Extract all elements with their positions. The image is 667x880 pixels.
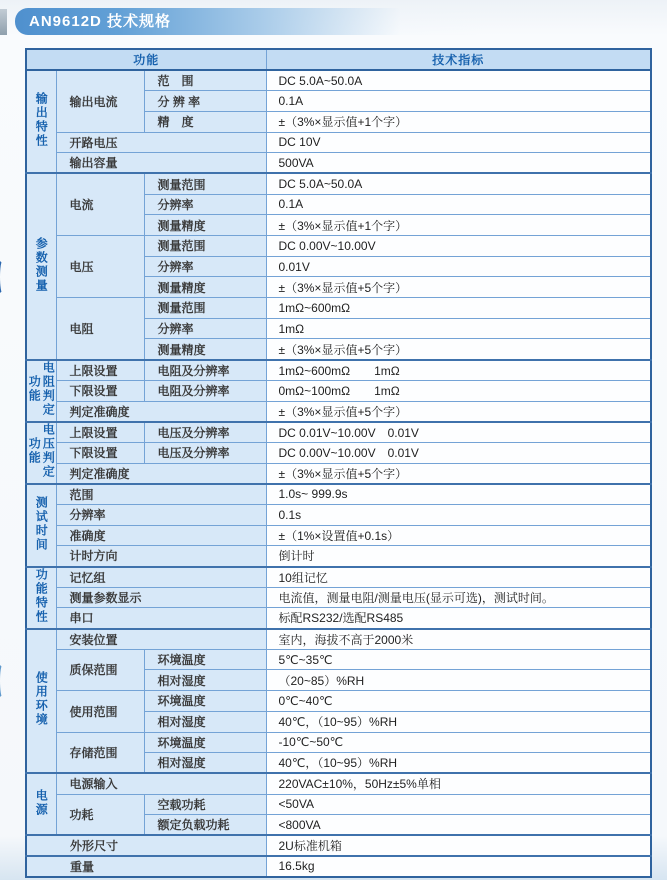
spec-label-cell: 安装位置 bbox=[56, 629, 266, 650]
spec-value-cell: 2U标准机箱 bbox=[266, 835, 651, 856]
spec-sublabel-cell: 电压及分辨率 bbox=[144, 422, 266, 443]
label-dimensions: 外形尺寸 bbox=[26, 835, 266, 856]
page-title: AN9612D 技术规格 bbox=[15, 8, 485, 35]
vertical-group-label bbox=[27, 423, 55, 479]
group-voltage-judgment bbox=[26, 422, 56, 484]
spec-value-cell: 5℃~35℃ bbox=[266, 649, 651, 670]
table-row bbox=[26, 856, 651, 877]
table-row bbox=[26, 649, 651, 670]
label-weight: 重量 bbox=[26, 856, 266, 877]
spec-sublabel-cell: 分辨率 bbox=[144, 318, 266, 339]
table-row bbox=[26, 546, 651, 567]
spec-value-cell: 室内，海拔不高于2000米 bbox=[266, 629, 651, 650]
group-parameter-measurement bbox=[26, 173, 56, 359]
group-resistance-judgment bbox=[26, 360, 56, 422]
spec-value-cell: 1.0s~ 999.9s bbox=[266, 484, 651, 505]
spec-value-cell: 0.1A bbox=[266, 194, 651, 215]
column-header-spec: 技术指标 bbox=[266, 49, 651, 70]
spec-value-cell: 1mΩ~600mΩ bbox=[266, 298, 651, 319]
table-row bbox=[26, 773, 651, 794]
spec-sublabel-cell: 测量精度 bbox=[144, 215, 266, 236]
spec-sublabel-cell: 范 围 bbox=[144, 70, 266, 91]
spec-value-cell: DC 5.0A~50.0A bbox=[266, 173, 651, 194]
table-row bbox=[26, 463, 651, 484]
spec-value-cell: ±（3%×显示值+5个字） bbox=[266, 277, 651, 298]
table-row bbox=[26, 401, 651, 422]
spec-value-cell: DC 5.0A~50.0A bbox=[266, 70, 651, 91]
column-header-function: 功能 bbox=[26, 49, 266, 70]
spec-sublabel-cell: 电阻及分辨率 bbox=[144, 380, 266, 401]
spec-value-cell: ±（3%×显示值+5个字） bbox=[266, 401, 651, 422]
table-row bbox=[26, 587, 651, 608]
spec-label-cell: 串口 bbox=[56, 608, 266, 629]
spec-sublabel-cell: 空载功耗 bbox=[144, 794, 266, 815]
spec-value-cell: 0.01V bbox=[266, 256, 651, 277]
vertical-label-line: 功能 bbox=[27, 437, 42, 466]
spec-value-cell: 40℃，（10~95）%RH bbox=[266, 711, 651, 732]
spec-label-cell: 下限设置 bbox=[56, 442, 144, 463]
table-row bbox=[26, 70, 651, 91]
table-row bbox=[26, 835, 651, 856]
spec-value-cell: 0℃~40℃ bbox=[266, 691, 651, 712]
table-header-row bbox=[26, 49, 651, 70]
spec-sublabel-cell: 分 辨 率 bbox=[144, 91, 266, 112]
vertical-label-line: 电阻判定 bbox=[41, 361, 56, 418]
spec-value-cell: 0.1s bbox=[266, 504, 651, 525]
spec-value-cell: <800VA bbox=[266, 815, 651, 836]
table-row bbox=[26, 525, 651, 546]
table-row bbox=[26, 132, 651, 153]
table-row bbox=[26, 732, 651, 753]
table-row bbox=[26, 173, 651, 194]
table-row bbox=[26, 298, 651, 319]
spec-value-cell: -10℃~50℃ bbox=[266, 732, 651, 753]
spec-sublabel-cell: 测量范围 bbox=[144, 173, 266, 194]
spec-value-cell: ±（3%×显示值+1个字） bbox=[266, 215, 651, 236]
spec-table bbox=[25, 48, 652, 878]
spec-label-cell: 范围 bbox=[56, 484, 266, 505]
spec-value-cell: 0mΩ~100mΩ 1mΩ bbox=[266, 380, 651, 401]
vertical-label-line: 参数测量 bbox=[34, 237, 49, 294]
group-operating-environment bbox=[26, 629, 56, 774]
spec-label-cell: 下限设置 bbox=[56, 380, 144, 401]
spec-value-cell: 1mΩ bbox=[266, 318, 651, 339]
spec-label-cell: 存储范围 bbox=[56, 732, 144, 773]
spec-sublabel-cell: 分辨率 bbox=[144, 256, 266, 277]
spec-sublabel-cell: 环境温度 bbox=[144, 649, 266, 670]
spec-label-cell: 记忆组 bbox=[56, 567, 266, 588]
spec-sublabel-cell: 精 度 bbox=[144, 111, 266, 132]
vertical-group-label bbox=[34, 92, 48, 148]
table-row bbox=[26, 380, 651, 401]
group-test-time bbox=[26, 484, 56, 567]
table-row bbox=[26, 153, 651, 174]
decorative-crescent-top bbox=[0, 255, 11, 299]
spec-label-cell: 输出电流 bbox=[56, 70, 144, 132]
vertical-group-label bbox=[27, 361, 55, 417]
spec-value-cell: 40℃，（10~95）%RH bbox=[266, 753, 651, 774]
spec-label-cell: 使用范围 bbox=[56, 691, 144, 732]
spec-sublabel-cell: 额定负载功耗 bbox=[144, 815, 266, 836]
spec-value-cell: ±（3%×显示值+1个字） bbox=[266, 111, 651, 132]
spec-sublabel-cell: 电压及分辨率 bbox=[144, 442, 266, 463]
table-row bbox=[26, 691, 651, 712]
vertical-group-label bbox=[34, 237, 48, 293]
spec-label-cell: 判定准确度 bbox=[56, 463, 266, 484]
spec-value-cell: DC 0.01V~10.00V 0.01V bbox=[266, 422, 651, 443]
spec-label-cell: 电阻 bbox=[56, 298, 144, 360]
spec-value-cell: ±（3%×显示值+5个字） bbox=[266, 339, 651, 360]
vertical-group-label bbox=[34, 671, 48, 727]
spec-value-cell: 10组记忆 bbox=[266, 567, 651, 588]
vertical-group-label bbox=[34, 568, 48, 624]
spec-sublabel-cell: 环境温度 bbox=[144, 691, 266, 712]
vertical-label-line: 电压判定 bbox=[41, 423, 56, 480]
table-row bbox=[26, 567, 651, 588]
spec-value-cell: 500VA bbox=[266, 153, 651, 174]
decorative-crescent-bottom bbox=[0, 659, 11, 703]
table-row bbox=[26, 422, 651, 443]
spec-label-cell: 测量参数显示 bbox=[56, 587, 266, 608]
spec-table-body bbox=[26, 70, 651, 877]
spec-label-cell: 电流 bbox=[56, 173, 144, 235]
table-row bbox=[26, 360, 651, 381]
spec-label-cell: 电压 bbox=[56, 236, 144, 298]
table-row bbox=[26, 442, 651, 463]
spec-sublabel-cell: 分辨率 bbox=[144, 194, 266, 215]
vertical-label-line: 功能特性 bbox=[34, 568, 49, 625]
table-row bbox=[26, 629, 651, 650]
spec-sublabel-cell: 相对湿度 bbox=[144, 753, 266, 774]
spec-value-cell: 1mΩ~600mΩ 1mΩ bbox=[266, 360, 651, 381]
vertical-group-label bbox=[34, 789, 48, 817]
spec-value-cell: DC 10V bbox=[266, 132, 651, 153]
vertical-label-line: 输出特性 bbox=[34, 92, 49, 149]
vertical-label-line: 测试时间 bbox=[34, 495, 49, 552]
spec-value-cell: DC 0.00V~10.00V 0.01V bbox=[266, 442, 651, 463]
spec-sublabel-cell: 相对湿度 bbox=[144, 711, 266, 732]
spec-label-cell: 开路电压 bbox=[56, 132, 266, 153]
spec-value-cell: ±（1%×设置值+0.1s） bbox=[266, 525, 651, 546]
table-row bbox=[26, 794, 651, 815]
spec-value-cell: ±（3%×显示值+5个字） bbox=[266, 463, 651, 484]
spec-sublabel-cell: 电阻及分辨率 bbox=[144, 360, 266, 381]
group-output-characteristics bbox=[26, 70, 56, 173]
table-row bbox=[26, 236, 651, 257]
group-power bbox=[26, 773, 56, 835]
group-function-features bbox=[26, 567, 56, 629]
spec-value-cell: 220VAC±10%，50Hz±5%单相 bbox=[266, 773, 651, 794]
spec-label-cell: 功耗 bbox=[56, 794, 144, 835]
spec-label-cell: 上限设置 bbox=[56, 360, 144, 381]
spec-value-cell: 倒计时 bbox=[266, 546, 651, 567]
spec-label-cell: 质保范围 bbox=[56, 649, 144, 690]
spec-value-cell: 电流值，测量电阻/测量电压(显示可选)，测试时间。 bbox=[266, 587, 651, 608]
vertical-group-label bbox=[34, 496, 48, 552]
table-row bbox=[26, 504, 651, 525]
table-row bbox=[26, 484, 651, 505]
spec-sublabel-cell: 测量精度 bbox=[144, 339, 266, 360]
spec-sublabel-cell: 相对湿度 bbox=[144, 670, 266, 691]
spec-label-cell: 电源输入 bbox=[56, 773, 266, 794]
table-row bbox=[26, 608, 651, 629]
spec-label-cell: 准确度 bbox=[56, 525, 266, 546]
spec-label-cell: 判定准确度 bbox=[56, 401, 266, 422]
spec-value-cell: DC 0.00V~10.00V bbox=[266, 236, 651, 257]
spec-label-cell: 上限设置 bbox=[56, 422, 144, 443]
spec-label-cell: 分辨率 bbox=[56, 504, 266, 525]
spec-value-cell: 标配RS232/选配RS485 bbox=[266, 608, 651, 629]
spec-value-cell: <50VA bbox=[266, 794, 651, 815]
vertical-label-line: 功能 bbox=[27, 375, 42, 404]
vertical-label-line: 使用环境 bbox=[34, 671, 49, 728]
spec-label-cell: 计时方向 bbox=[56, 546, 266, 567]
spec-value-cell: 0.1A bbox=[266, 91, 651, 112]
spec-sublabel-cell: 测量范围 bbox=[144, 236, 266, 257]
spec-value-cell: （20~85）%RH bbox=[266, 670, 651, 691]
vertical-label-line: 电源 bbox=[34, 788, 49, 817]
spec-sublabel-cell: 环境温度 bbox=[144, 732, 266, 753]
left-accent-bar bbox=[0, 9, 7, 35]
spec-label-cell: 输出容量 bbox=[56, 153, 266, 174]
spec-sublabel-cell: 测量精度 bbox=[144, 277, 266, 298]
spec-value-cell: 16.5kg bbox=[266, 856, 651, 877]
spec-sublabel-cell: 测量范围 bbox=[144, 298, 266, 319]
